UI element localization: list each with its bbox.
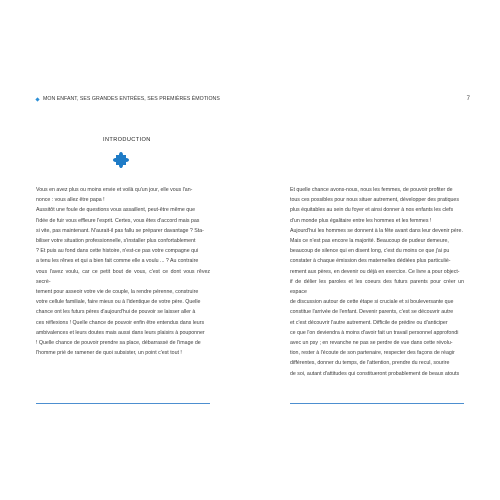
text-line: ambivalences et leurs doutes mais aussi dans leurs plaisirs à pouponner [36,329,205,336]
text-line: constater à chaque émission des maternelles dédiées plus particuliè- [290,258,451,265]
text-line: plus équitables au sein du foyer et ainsi donner à nos enfants les clefs [290,207,454,214]
text-line: vous l'avez voulu, car ce petit bout de vous, c'est ce dont vous rêvez secrè- [36,268,210,285]
running-title-group [36,96,220,102]
text-line: de discussion autour de cette étape si cruciale et si bouleversante que [290,299,454,306]
text-line: ? Et puis au fond dans cette histoire, n'est-ce pas votre compagne qui [36,248,199,255]
text-line: Et quelle chance avons-nous, nous les femmes, de pouvoir profiter de [290,187,453,193]
text-line: chance ont les futurs pères d'aujourd'hui de pouvoir se laisser aller à [36,309,196,316]
text-line: si vite, pas maintenant. N'aurait-il pas fallu se préparer davantage ? Sta- [36,227,204,234]
text-line: d'un monde plus égalitaire entre les hommes et les femmes ! [290,217,432,224]
text-line: constitue l'arrivée de l'enfant. Devenir parents, c'est se découvrir autre [290,309,454,316]
text-line: et c'est découvrir l'autre autrement. Difficile de prédire ou d'anticiper [290,319,448,326]
right-footer-rule [290,403,464,404]
text-line: l'idée de fuir vous effleure l'esprit. Certes, vous êtes d'accord mais pas [36,217,200,224]
text-line: Mais ce n'est pas encore la majorité. Beaucoup de pudeur demeure, [290,238,449,245]
text-line: ! Quelle chance de pouvoir prendre sa place, débarrassé de l'image de [36,340,201,347]
right-text-column [290,185,464,379]
text-line: tement pour asseoir votre vie de couple, la rendre pérenne, construire [36,289,199,296]
text-line: beaucoup de silence qui en disent long, c'est du moins ce que j'ai pu [290,248,450,255]
text-line: tion, rester à l'écoute de son partenaire, respecter des façons de réagir [290,350,455,357]
left-text-column [36,185,210,358]
text-line: l'homme prié de ramener de quoi subsister, un point c'est tout ! [36,350,182,357]
text-line: différentes, donner du temps, de l'attention, prendre du recul, sourire [290,360,450,367]
text-line: if de délier les paroles et les coeurs des futurs parents pour créer un espace [290,278,464,296]
text-line: Aujourd'hui les hommes se donnent à la fête avant dans leur devenir père. [290,227,463,234]
running-title: MON ENFANT, SES GRANDES ENTRÉES, SES PREMIÈRES ÉMOTIONS [43,96,220,102]
text-line: Aussitôt une foule de questions vous assaillent, peut-être même que [36,207,196,214]
text-line: avec un psy ; en revanche ne pas se perdre de vue dans cette révolu- [290,340,453,347]
running-head [36,96,470,102]
text-line: nonce : vous allez être papa ! [36,197,105,204]
text-line: de soi, autant d'attitudes qui constitueront probablement de beaux atouts [290,370,460,377]
text-line: biliser votre situation professionnelle, s'installer plus confortablement [36,238,196,245]
text-line: Vous en avez plus ou moins envie et voilà qu'un jour, elle vous l'an- [36,187,193,193]
text-line: tous ces possibles pour nous situer autrement, développer des pratiques [290,197,459,204]
text-line: ces réflexions ! Quelle chance de pouvoir enfin être entendus dans leurs [36,319,205,326]
text-line: votre cellule familiale, faire mieux ou à l'identique de votre père. Quelle [36,299,201,306]
text-line: a tenu les rênes et qui a bien fait comme elle a voulu ... ? Au contraire [36,258,199,265]
puzzle-piece-icon [111,150,131,170]
text-line: ce que l'on deviendra à moins d'avoir fait un travail personnel approfondi [290,329,459,336]
text-line: rement aux pères, en devenir ou déjà en exercice. Ce livre a pour object- [290,268,460,275]
diamond-bullet-icon [35,97,39,101]
left-footer-rule [36,403,210,404]
page-number: 7 [466,96,470,102]
section-title: INTRODUCTION [103,137,151,143]
